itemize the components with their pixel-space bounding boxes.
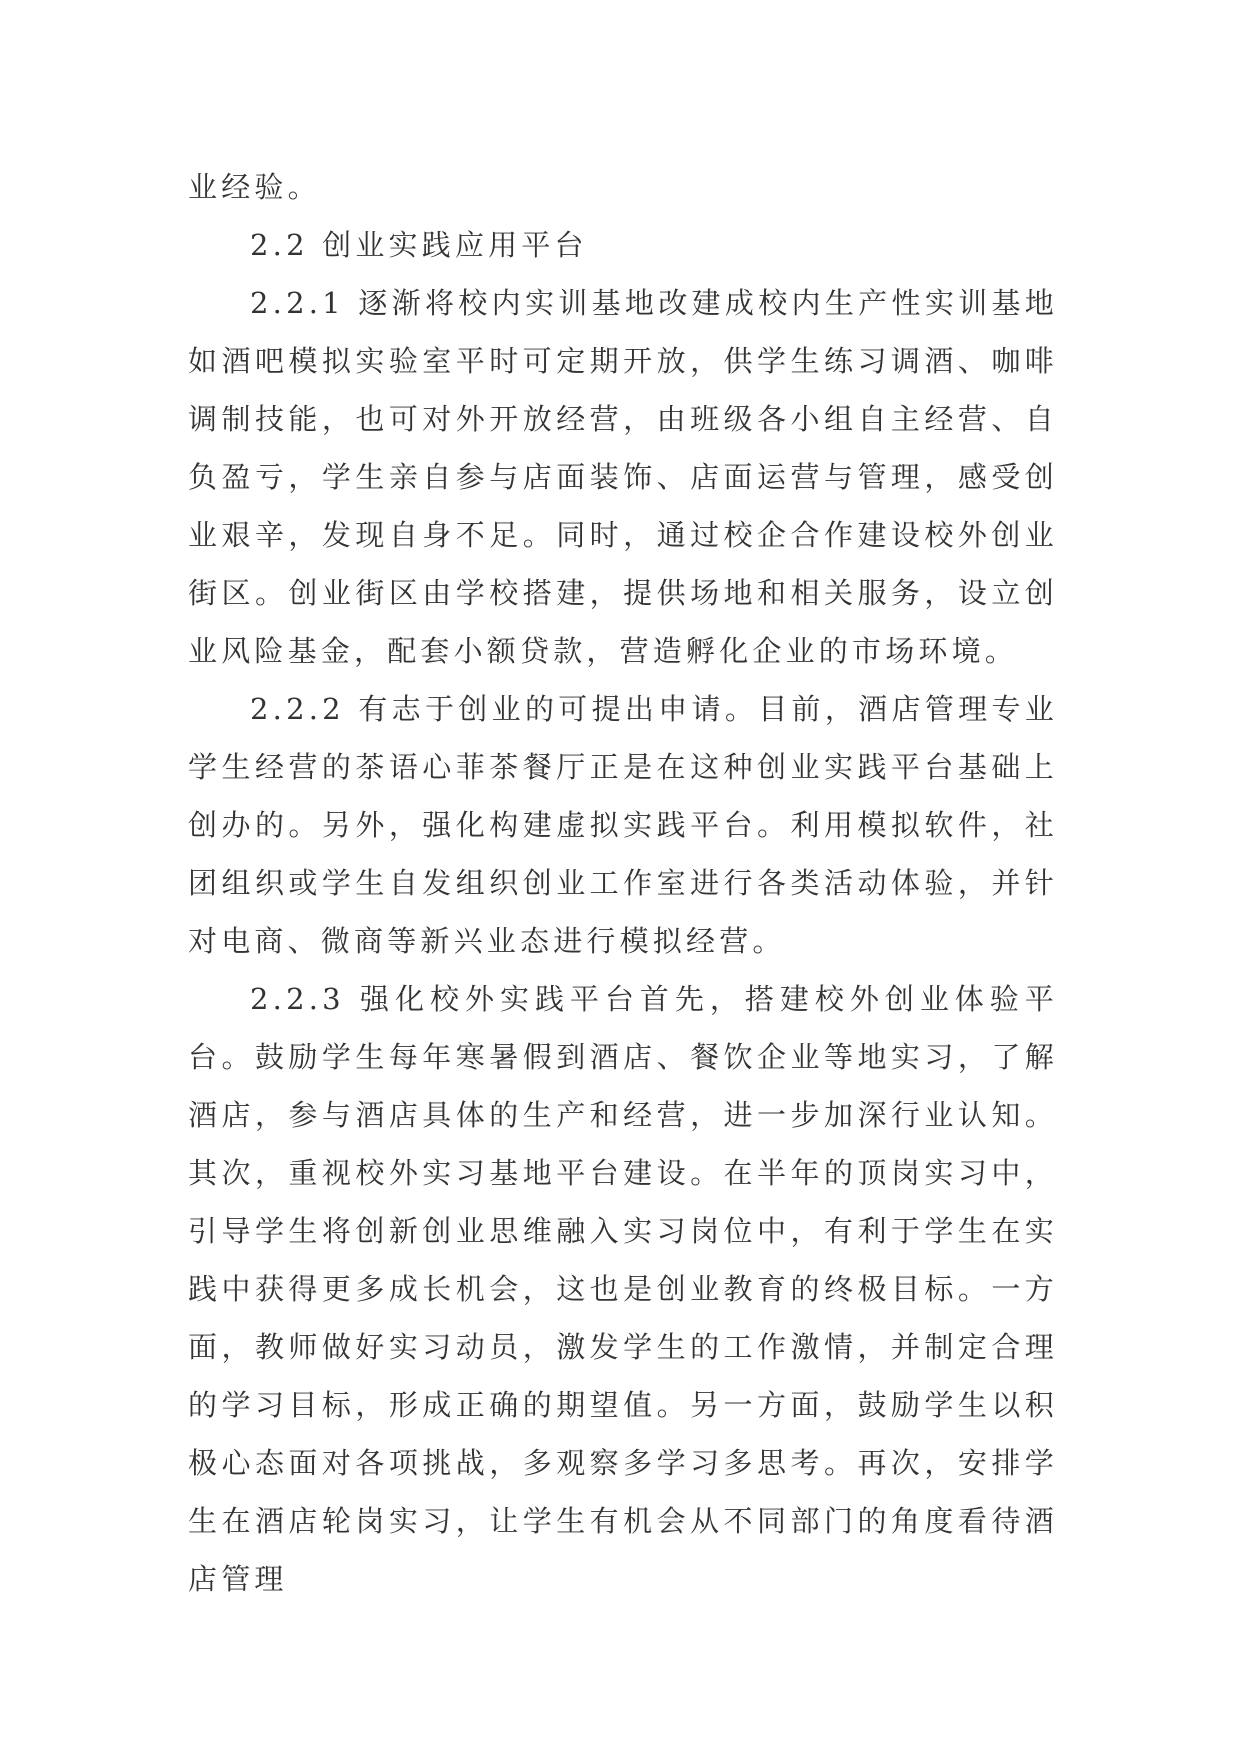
section-heading-2-2: 2.2 创业实践应用平台 <box>250 228 588 262</box>
paragraph-2-2-1: 2.2.1 逐渐将校内实训基地改建成校内生产性实训基地如酒吧模拟实验室平时可定期开放，供学生练习调酒、咖啡调制技能，也可对外开放经营，由班级各小组自主经营、自负盈亏，学生亲自参与店面装饰、店面运营与管理，感受创业艰辛，发现自身不足。同时，通过校企合作建设校外创业街区。创业街区由学校搭建，提供场地和相关服务，设立创业风险基金，配套小额贷款，营造孵化企业的市场环境。 <box>188 286 1058 668</box>
paragraph-2-2-3: 2.2.3 强化校外实践平台首先，搭建校外创业体验平台。鼓励学生每年寒暑假到酒店、餐饮企业等地实习，了解酒店，参与酒店具体的生产和经营，进一步加深行业认知。其次，重视校外实习基地平台建设。在半年的顶岗实习中，引导学生将创新创业思维融入实习岗位中，有利于学生在实践中获得更多成长机会，这也是创业教育的终极目标。一方面，教师做好实习动员，激发学生的工作激情，并制定合理的学习目标，形成正确的期望值。另一方面，鼓励学生以积极心态面对各项挑战，多观察多学习多思考。再次，安排学生在酒店轮岗实习，让学生有机会从不同部门的角度看待酒店管理 <box>188 982 1058 1596</box>
document-body <box>188 158 1058 1608</box>
paragraph-continuation: 业经验。 <box>188 170 321 204</box>
paragraph-2-2-2: 2.2.2 有志于创业的可提出申请。目前，酒店管理专业学生经营的茶语心菲茶餐厅正是在这种创业实践平台基础上创办的。另外，强化构建虚拟实践平台。利用模拟软件，社团组织或学生自发组织创业工作室进行各类活动体验，并针对电商、微商等新兴业态进行模拟经营。 <box>188 692 1058 958</box>
